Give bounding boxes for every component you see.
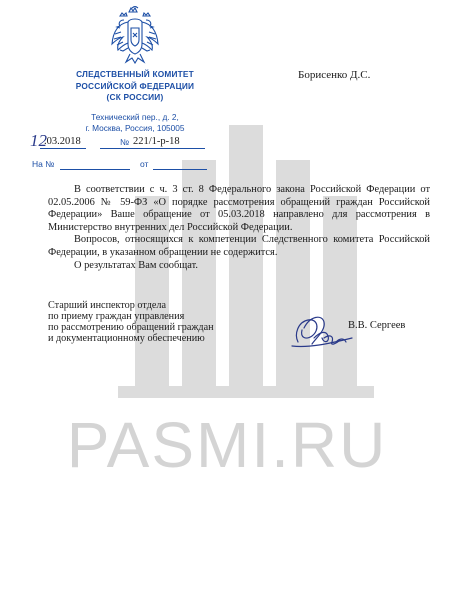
signer-position-line4: и документационному обеспечению [48, 333, 205, 344]
body-paragraph-1: В соответствии с ч. 3 ст. 8 Федерального закона Российской Федерации от 02.05.2006 № 59-ФЗ «О порядке рассмотрения обращений граждан Российской Федерации» Ваше обращение от 05.03.2018 направлено для рассмотрения в Министерство внутренних дел Российской Федерации. [48, 184, 430, 233]
registration-line [30, 133, 230, 153]
organization-address [30, 112, 240, 133]
body-paragraph-3: О результатах Вам сообщат. [74, 259, 198, 271]
recipient-name: Борисенко Д.С. [298, 69, 371, 81]
signer-position-line1: Старший инспектор отдела [48, 300, 167, 311]
organization-name [30, 69, 240, 104]
handwritten-day: 12 [30, 131, 47, 150]
address-line2: г. Москва, Россия, 105005 [85, 122, 185, 133]
date-underline [40, 148, 86, 149]
registration-number: 221/1-р-18 [133, 136, 180, 147]
organization-name-line1: СЛЕДСТВЕННЫЙ КОМИТЕТ [76, 69, 194, 79]
number-underline [100, 148, 205, 149]
reference-date-underline [153, 169, 207, 170]
registration-date: .03.2018 [44, 136, 81, 147]
body-paragraph-2: Вопросов, относящихся к компетенции Следственного комитета Российской Федерации, в указанном обращении не содержится. [48, 234, 430, 258]
reference-date-label: от [140, 159, 149, 169]
letter-body [48, 184, 430, 272]
reference-number-underline [60, 169, 130, 170]
signer-position-line3: по рассмотрению обращений граждан [48, 322, 214, 333]
signer-name: В.В. Сергеев [348, 320, 406, 331]
address-line1: Технический пер., д. 2, [91, 112, 179, 122]
reference-number-label: На № [32, 159, 55, 169]
watermark-text: PASMI.RU [66, 409, 388, 481]
coat-of-arms-emblem [110, 6, 160, 64]
signer-position [48, 300, 214, 344]
registration-number-sign: № [120, 137, 130, 147]
handwritten-signature [288, 308, 358, 356]
signer-position-line2: по приему граждан управления [48, 311, 185, 322]
organization-name-line2: РОССИЙСКОЙ ФЕДЕРАЦИИ [75, 80, 195, 91]
organization-name-line3: (СК РОССИИ) [106, 92, 164, 102]
